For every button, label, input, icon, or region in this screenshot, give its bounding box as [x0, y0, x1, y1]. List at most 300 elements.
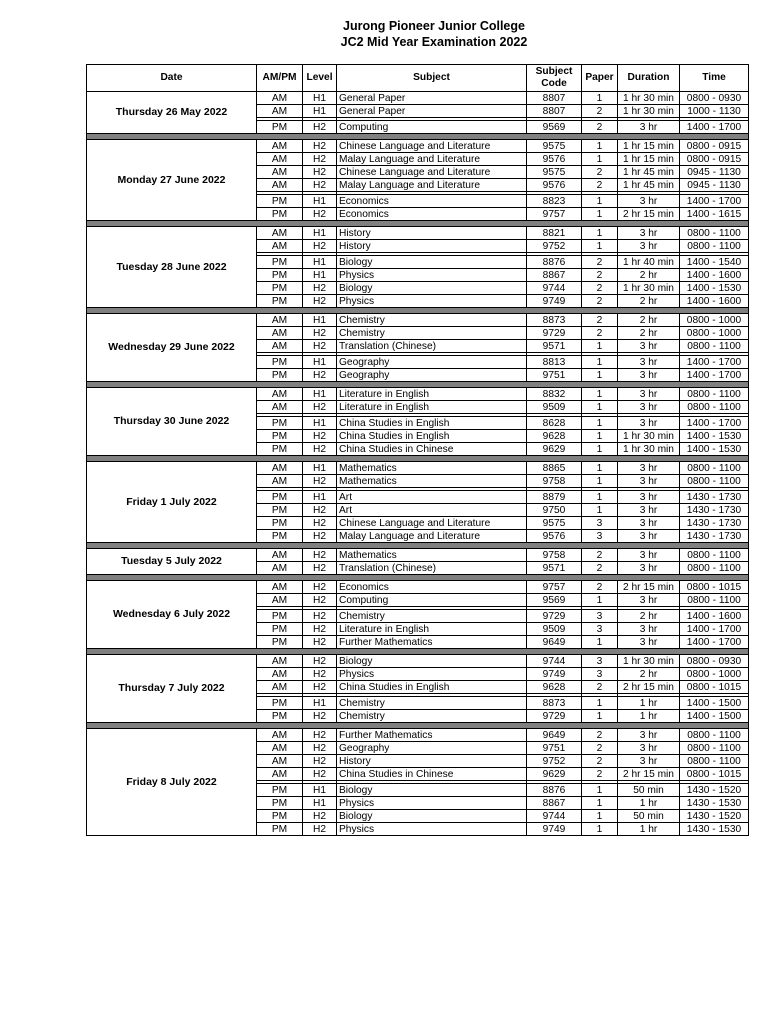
- duration-cell: 2 hr: [618, 314, 680, 327]
- subject-code-cell: 8876: [527, 784, 582, 797]
- level-cell: H2: [303, 742, 337, 755]
- duration-cell: 3 hr: [618, 504, 680, 517]
- subject-cell: China Studies in English: [337, 417, 527, 430]
- paper-cell: 2: [582, 314, 618, 327]
- header-paper: Paper: [582, 65, 618, 92]
- session-cell: PM: [257, 256, 303, 269]
- session-cell: AM: [257, 681, 303, 694]
- subject-cell: China Studies in Chinese: [337, 768, 527, 781]
- subject-cell: Physics: [337, 797, 527, 810]
- time-cell: 1400 - 1700: [680, 121, 749, 134]
- subject-code-cell: 9649: [527, 636, 582, 649]
- duration-cell: 3 hr: [618, 121, 680, 134]
- time-cell: 1400 - 1615: [680, 208, 749, 221]
- session-cell: PM: [257, 810, 303, 823]
- time-cell: 1400 - 1500: [680, 710, 749, 723]
- paper-cell: 1: [582, 430, 618, 443]
- level-cell: H1: [303, 784, 337, 797]
- subject-code-cell: 9575: [527, 517, 582, 530]
- level-cell: H2: [303, 810, 337, 823]
- time-cell: 1430 - 1730: [680, 504, 749, 517]
- subject-cell: Physics: [337, 269, 527, 282]
- session-cell: AM: [257, 388, 303, 401]
- subject-cell: Biology: [337, 655, 527, 668]
- time-cell: 0800 - 1100: [680, 340, 749, 353]
- time-cell: 1000 - 1130: [680, 105, 749, 118]
- subject-cell: Literature in English: [337, 401, 527, 414]
- subject-cell: History: [337, 240, 527, 253]
- subject-code-cell: 8807: [527, 92, 582, 105]
- paper-cell: 2: [582, 581, 618, 594]
- subject-code-cell: 9629: [527, 443, 582, 456]
- date-cell: Friday 1 July 2022: [87, 462, 257, 543]
- paper-cell: 1: [582, 227, 618, 240]
- duration-cell: 3 hr: [618, 742, 680, 755]
- subject-cell: Physics: [337, 823, 527, 836]
- session-cell: AM: [257, 179, 303, 192]
- subject-code-cell: 9749: [527, 823, 582, 836]
- level-cell: H2: [303, 179, 337, 192]
- level-cell: H2: [303, 166, 337, 179]
- subject-code-cell: 9576: [527, 530, 582, 543]
- time-cell: 1400 - 1500: [680, 697, 749, 710]
- paper-cell: 1: [582, 636, 618, 649]
- table-row: [87, 729, 749, 742]
- session-cell: AM: [257, 401, 303, 414]
- subject-cell: Translation (Chinese): [337, 562, 527, 575]
- time-cell: 1400 - 1530: [680, 282, 749, 295]
- session-cell: PM: [257, 195, 303, 208]
- level-cell: H2: [303, 681, 337, 694]
- level-cell: H2: [303, 208, 337, 221]
- time-cell: 0800 - 1100: [680, 240, 749, 253]
- level-cell: H2: [303, 401, 337, 414]
- subject-cell: Chemistry: [337, 327, 527, 340]
- subject-cell: China Studies in English: [337, 430, 527, 443]
- duration-cell: 3 hr: [618, 594, 680, 607]
- paper-cell: 1: [582, 369, 618, 382]
- session-cell: PM: [257, 269, 303, 282]
- level-cell: H2: [303, 562, 337, 575]
- level-cell: H1: [303, 697, 337, 710]
- time-cell: 0800 - 1100: [680, 742, 749, 755]
- duration-cell: 1 hr 30 min: [618, 92, 680, 105]
- subject-cell: Chinese Language and Literature: [337, 166, 527, 179]
- time-cell: 0800 - 1100: [680, 462, 749, 475]
- subject-code-cell: 9744: [527, 282, 582, 295]
- duration-cell: 1 hr: [618, 797, 680, 810]
- duration-cell: 2 hr 15 min: [618, 581, 680, 594]
- time-cell: 0800 - 1100: [680, 475, 749, 488]
- date-cell: Wednesday 6 July 2022: [87, 581, 257, 649]
- duration-cell: 1 hr 30 min: [618, 443, 680, 456]
- subject-code-cell: 9729: [527, 610, 582, 623]
- session-cell: AM: [257, 729, 303, 742]
- subject-cell: Chinese Language and Literature: [337, 140, 527, 153]
- time-cell: 0800 - 1015: [680, 581, 749, 594]
- level-cell: H1: [303, 195, 337, 208]
- subject-code-cell: 8876: [527, 256, 582, 269]
- subject-cell: Mathematics: [337, 549, 527, 562]
- level-cell: H2: [303, 327, 337, 340]
- duration-cell: 50 min: [618, 810, 680, 823]
- table-row: [87, 462, 749, 475]
- time-cell: 0945 - 1130: [680, 166, 749, 179]
- time-cell: 1430 - 1530: [680, 823, 749, 836]
- duration-cell: 2 hr: [618, 610, 680, 623]
- paper-cell: 2: [582, 179, 618, 192]
- subject-cell: Computing: [337, 594, 527, 607]
- level-cell: H2: [303, 282, 337, 295]
- session-cell: PM: [257, 797, 303, 810]
- table-row: [87, 314, 749, 327]
- duration-cell: 1 hr 30 min: [618, 105, 680, 118]
- level-cell: H2: [303, 655, 337, 668]
- subject-cell: Chemistry: [337, 697, 527, 710]
- duration-cell: 1 hr 15 min: [618, 153, 680, 166]
- time-cell: 1430 - 1520: [680, 784, 749, 797]
- paper-cell: 1: [582, 195, 618, 208]
- subject-cell: Physics: [337, 668, 527, 681]
- duration-cell: 1 hr 30 min: [618, 430, 680, 443]
- paper-cell: 2: [582, 768, 618, 781]
- subject-cell: Mathematics: [337, 462, 527, 475]
- subject-code-cell: 9757: [527, 208, 582, 221]
- subject-code-cell: 9509: [527, 401, 582, 414]
- session-cell: AM: [257, 755, 303, 768]
- session-cell: AM: [257, 105, 303, 118]
- session-cell: AM: [257, 314, 303, 327]
- paper-cell: 3: [582, 623, 618, 636]
- header-row: [87, 65, 749, 92]
- level-cell: H2: [303, 668, 337, 681]
- subject-cell: Physics: [337, 295, 527, 308]
- subject-cell: Chemistry: [337, 710, 527, 723]
- subject-code-cell: 8867: [527, 797, 582, 810]
- time-cell: 0800 - 1015: [680, 768, 749, 781]
- subject-code-cell: 9744: [527, 655, 582, 668]
- session-cell: AM: [257, 227, 303, 240]
- time-cell: 0800 - 1100: [680, 388, 749, 401]
- duration-cell: 2 hr: [618, 269, 680, 282]
- duration-cell: 3 hr: [618, 369, 680, 382]
- table-row: [87, 581, 749, 594]
- subject-code-cell: 9629: [527, 768, 582, 781]
- time-cell: 0800 - 0930: [680, 92, 749, 105]
- table-row: [87, 140, 749, 153]
- time-cell: 0800 - 1100: [680, 549, 749, 562]
- subject-cell: Geography: [337, 356, 527, 369]
- subject-cell: Chemistry: [337, 314, 527, 327]
- session-cell: PM: [257, 356, 303, 369]
- level-cell: H1: [303, 417, 337, 430]
- duration-cell: 1 hr 15 min: [618, 140, 680, 153]
- session-cell: AM: [257, 327, 303, 340]
- subject-cell: Translation (Chinese): [337, 340, 527, 353]
- time-cell: 1430 - 1530: [680, 797, 749, 810]
- date-cell: Monday 27 June 2022: [87, 140, 257, 221]
- subject-cell: Economics: [337, 581, 527, 594]
- subject-code-cell: 9649: [527, 729, 582, 742]
- time-cell: 0800 - 1100: [680, 562, 749, 575]
- subject-cell: Mathematics: [337, 475, 527, 488]
- session-cell: PM: [257, 517, 303, 530]
- level-cell: H2: [303, 594, 337, 607]
- header-duration: Duration: [618, 65, 680, 92]
- time-cell: 1430 - 1730: [680, 530, 749, 543]
- exam-timetable: [86, 64, 749, 836]
- level-cell: H2: [303, 369, 337, 382]
- subject-cell: Literature in English: [337, 623, 527, 636]
- level-cell: H2: [303, 140, 337, 153]
- paper-cell: 1: [582, 594, 618, 607]
- time-cell: 1400 - 1540: [680, 256, 749, 269]
- paper-cell: 3: [582, 668, 618, 681]
- paper-cell: 2: [582, 269, 618, 282]
- level-cell: H1: [303, 256, 337, 269]
- paper-cell: 2: [582, 327, 618, 340]
- subject-code-cell: 9628: [527, 430, 582, 443]
- subject-code-cell: 8865: [527, 462, 582, 475]
- subject-cell: Malay Language and Literature: [337, 153, 527, 166]
- paper-cell: 1: [582, 504, 618, 517]
- subject-cell: China Studies in Chinese: [337, 443, 527, 456]
- session-cell: AM: [257, 594, 303, 607]
- session-cell: AM: [257, 240, 303, 253]
- date-cell: Thursday 7 July 2022: [87, 655, 257, 723]
- paper-cell: 1: [582, 153, 618, 166]
- session-cell: PM: [257, 430, 303, 443]
- level-cell: H2: [303, 610, 337, 623]
- paper-cell: 1: [582, 92, 618, 105]
- time-cell: 1400 - 1700: [680, 636, 749, 649]
- duration-cell: 1 hr 30 min: [618, 655, 680, 668]
- header-time: Time: [680, 65, 749, 92]
- subject-code-cell: 8821: [527, 227, 582, 240]
- paper-cell: 1: [582, 356, 618, 369]
- time-cell: 0800 - 0915: [680, 153, 749, 166]
- session-cell: AM: [257, 668, 303, 681]
- level-cell: H2: [303, 823, 337, 836]
- subject-cell: General Paper: [337, 105, 527, 118]
- level-cell: H2: [303, 581, 337, 594]
- level-cell: H2: [303, 443, 337, 456]
- subject-cell: Further Mathematics: [337, 729, 527, 742]
- duration-cell: 3 hr: [618, 227, 680, 240]
- session-cell: AM: [257, 92, 303, 105]
- subject-cell: Computing: [337, 121, 527, 134]
- paper-cell: 1: [582, 388, 618, 401]
- session-cell: AM: [257, 462, 303, 475]
- date-cell: Thursday 30 June 2022: [87, 388, 257, 456]
- paper-cell: 2: [582, 562, 618, 575]
- date-cell: Friday 8 July 2022: [87, 729, 257, 836]
- subject-code-cell: 9757: [527, 581, 582, 594]
- time-cell: 0800 - 1100: [680, 755, 749, 768]
- subject-cell: Geography: [337, 742, 527, 755]
- time-cell: 0800 - 1100: [680, 729, 749, 742]
- duration-cell: 3 hr: [618, 417, 680, 430]
- session-cell: PM: [257, 784, 303, 797]
- header-code-line1: Subject: [535, 66, 573, 77]
- session-cell: PM: [257, 121, 303, 134]
- paper-cell: 3: [582, 530, 618, 543]
- level-cell: H1: [303, 92, 337, 105]
- level-cell: H1: [303, 105, 337, 118]
- level-cell: H1: [303, 491, 337, 504]
- paper-cell: 1: [582, 240, 618, 253]
- session-cell: PM: [257, 623, 303, 636]
- time-cell: 0945 - 1130: [680, 179, 749, 192]
- subject-code-cell: 9575: [527, 166, 582, 179]
- subject-code-cell: 8867: [527, 269, 582, 282]
- paper-cell: 2: [582, 549, 618, 562]
- paper-cell: 1: [582, 784, 618, 797]
- subject-code-cell: 8873: [527, 697, 582, 710]
- level-cell: H2: [303, 430, 337, 443]
- duration-cell: 3 hr: [618, 636, 680, 649]
- paper-cell: 3: [582, 610, 618, 623]
- level-cell: H1: [303, 314, 337, 327]
- date-cell: Tuesday 28 June 2022: [87, 227, 257, 308]
- paper-cell: 2: [582, 121, 618, 134]
- time-cell: 1400 - 1700: [680, 195, 749, 208]
- subject-code-cell: 9729: [527, 710, 582, 723]
- session-cell: AM: [257, 340, 303, 353]
- time-cell: 1430 - 1730: [680, 517, 749, 530]
- level-cell: H2: [303, 475, 337, 488]
- paper-cell: 1: [582, 491, 618, 504]
- session-cell: PM: [257, 530, 303, 543]
- page-title: Jurong Pioneer Junior College: [343, 19, 525, 33]
- subject-code-cell: 9729: [527, 327, 582, 340]
- time-cell: 1400 - 1600: [680, 269, 749, 282]
- duration-cell: 3 hr: [618, 549, 680, 562]
- time-cell: 0800 - 1100: [680, 594, 749, 607]
- subject-code-cell: 8813: [527, 356, 582, 369]
- duration-cell: 3 hr: [618, 562, 680, 575]
- header-subject-code: [527, 65, 582, 92]
- duration-cell: 3 hr: [618, 475, 680, 488]
- time-cell: 1400 - 1700: [680, 369, 749, 382]
- subject-code-cell: 9628: [527, 681, 582, 694]
- level-cell: H1: [303, 356, 337, 369]
- session-cell: PM: [257, 710, 303, 723]
- subject-code-cell: 9569: [527, 594, 582, 607]
- level-cell: H2: [303, 295, 337, 308]
- time-cell: 1400 - 1700: [680, 356, 749, 369]
- date-cell: Wednesday 29 June 2022: [87, 314, 257, 382]
- time-cell: 1400 - 1700: [680, 417, 749, 430]
- paper-cell: 1: [582, 475, 618, 488]
- session-cell: PM: [257, 295, 303, 308]
- duration-cell: 3 hr: [618, 755, 680, 768]
- time-cell: 0800 - 1015: [680, 681, 749, 694]
- duration-cell: 3 hr: [618, 401, 680, 414]
- time-cell: 0800 - 1000: [680, 314, 749, 327]
- level-cell: H1: [303, 227, 337, 240]
- subject-code-cell: 9749: [527, 668, 582, 681]
- subject-code-cell: 8873: [527, 314, 582, 327]
- paper-cell: 1: [582, 443, 618, 456]
- paper-cell: 2: [582, 755, 618, 768]
- paper-cell: 1: [582, 710, 618, 723]
- subject-code-cell: 9750: [527, 504, 582, 517]
- duration-cell: 1 hr: [618, 697, 680, 710]
- duration-cell: 50 min: [618, 784, 680, 797]
- subject-cell: Biology: [337, 810, 527, 823]
- subject-code-cell: 9758: [527, 475, 582, 488]
- session-cell: PM: [257, 491, 303, 504]
- time-cell: 0800 - 1000: [680, 668, 749, 681]
- paper-cell: 2: [582, 681, 618, 694]
- subject-code-cell: 8823: [527, 195, 582, 208]
- level-cell: H2: [303, 517, 337, 530]
- duration-cell: 1 hr 45 min: [618, 166, 680, 179]
- level-cell: H2: [303, 623, 337, 636]
- session-cell: AM: [257, 768, 303, 781]
- date-cell: Tuesday 5 July 2022: [87, 549, 257, 575]
- duration-cell: 2 hr: [618, 327, 680, 340]
- timetable-body: [87, 92, 749, 836]
- time-cell: 1400 - 1600: [680, 610, 749, 623]
- table-row: [87, 388, 749, 401]
- subject-code-cell: 9751: [527, 369, 582, 382]
- time-cell: 1430 - 1730: [680, 491, 749, 504]
- duration-cell: 2 hr: [618, 295, 680, 308]
- subject-cell: Biology: [337, 784, 527, 797]
- subject-code-cell: 9744: [527, 810, 582, 823]
- duration-cell: 1 hr 30 min: [618, 282, 680, 295]
- subject-code-cell: 9758: [527, 549, 582, 562]
- paper-cell: 3: [582, 517, 618, 530]
- time-cell: 0800 - 1000: [680, 327, 749, 340]
- subject-cell: Malay Language and Literature: [337, 530, 527, 543]
- table-row: [87, 92, 749, 105]
- subject-code-cell: 8628: [527, 417, 582, 430]
- duration-cell: 1 hr: [618, 710, 680, 723]
- time-cell: 1400 - 1700: [680, 623, 749, 636]
- duration-cell: 3 hr: [618, 195, 680, 208]
- duration-cell: 2 hr 15 min: [618, 208, 680, 221]
- subject-code-cell: 9575: [527, 140, 582, 153]
- level-cell: H1: [303, 269, 337, 282]
- session-cell: AM: [257, 742, 303, 755]
- paper-cell: 2: [582, 256, 618, 269]
- session-cell: AM: [257, 581, 303, 594]
- subject-cell: Biology: [337, 282, 527, 295]
- session-cell: PM: [257, 417, 303, 430]
- subject-code-cell: 9571: [527, 340, 582, 353]
- level-cell: H2: [303, 729, 337, 742]
- time-cell: 1400 - 1530: [680, 443, 749, 456]
- session-cell: AM: [257, 562, 303, 575]
- table-row: [87, 227, 749, 240]
- duration-cell: 3 hr: [618, 491, 680, 504]
- subject-cell: Geography: [337, 369, 527, 382]
- duration-cell: 3 hr: [618, 462, 680, 475]
- subject-cell: Chinese Language and Literature: [337, 517, 527, 530]
- paper-cell: 2: [582, 282, 618, 295]
- subject-code-cell: 9751: [527, 742, 582, 755]
- level-cell: H2: [303, 710, 337, 723]
- paper-cell: 1: [582, 140, 618, 153]
- session-cell: AM: [257, 153, 303, 166]
- session-cell: PM: [257, 443, 303, 456]
- subject-code-cell: 9576: [527, 153, 582, 166]
- session-cell: PM: [257, 282, 303, 295]
- subject-code-cell: 9509: [527, 623, 582, 636]
